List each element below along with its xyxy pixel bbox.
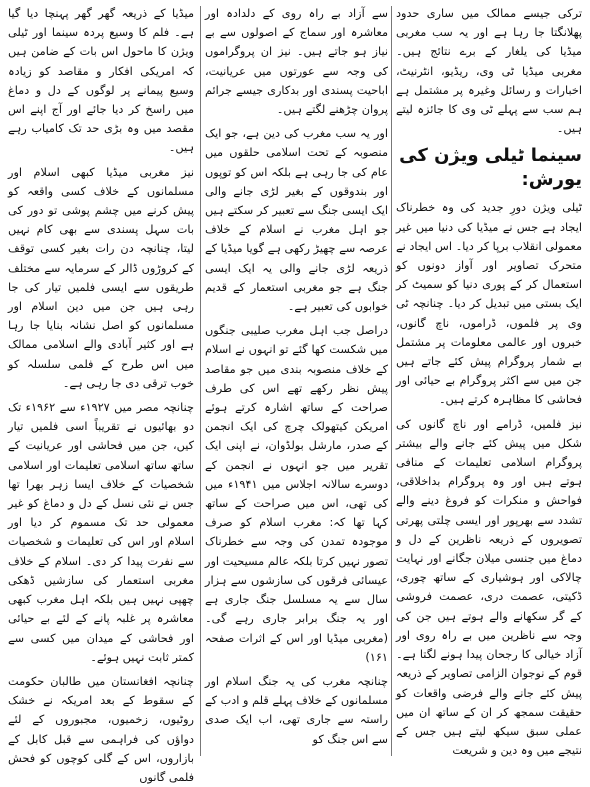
left-paragraph-1: میڈیا کے ذریعہ گھر گھر پہنچا دیا گیا ہے۔ فلم کا وسیع پردہ سینما اور ٹیلی ویژن کا ماحول اس بات کے ضامن ہیں کہ امریکی افکار و مقاصد کو زیادہ وسیع پیمانے پر لوگوں کے دل و دماغ میں راسخ کر دیا جائے اور آج اپنے اس مقصد میں وہ بڑی حد تک کامیاب رہے ہیں۔ (8, 7, 194, 155)
column-divider-left (200, 6, 201, 756)
middle-paragraph-4: چنانچہ مغرب کی یہ جنگ اسلام اور مسلمانوں کے خلاف پہلے قلم و ادب کے راستہ سے جاری تھی، اب ایک صدی سے اس جنگ کو (205, 674, 388, 746)
section-heading: سینما ٹیلی ویژن کی یورش: (399, 145, 582, 191)
right-column (396, 4, 582, 759)
left-column (8, 4, 194, 784)
right-paragraph-1: ترکی جیسے ممالک میں ساری حدود پھلانگتا جا رہا ہے اور یہ سب مغربی میڈیا کی یلغار کے برے نتائج ہیں۔ مغربی میڈیا ٹی وی، ریڈیو، انٹرنیٹ، اخبارات و رسائل وغیرہ پر مشتمل ہے ہم سب سے پہلے ٹی وی کا جائزہ لیتے ہیں۔ (396, 7, 582, 136)
middle-paragraph-2: اور یہ سب مغرب کی دین ہے، جو ایک منصوبہ کے تحت اسلامی حلقوں میں عام کی جا رہی ہے بلکہ اس کو توپوں اور بندوقوں کے بغیر لڑی جانے والی ایک ایسی جنگ سے تعبیر کر سکتے ہیں جو اہل مغرب نے اسلام کے خلاف عرصہ سے چھیڑ رکھی ہے گویا میڈیا کے ذریعہ لڑی جانے والی یہ ایک ایسی جنگ ہے جو مغربی استعمار کے قدیم خوابوں کی تعبیر ہے۔ (205, 127, 388, 314)
column-divider-right (391, 6, 392, 756)
left-paragraph-3: چنانچہ مصر میں ۱۹۲۷ء سے ۱۹۶۲ء تک دو بھائیوں نے تقریباً اسی فلمیں تیار کیں، جن میں فحاشی اور عریانیت کے ساتھ ساتھ اسلامی تعلیمات اور اسلامی شخصیات کے خلاف ایسا زہر بھرا تھا جس نے نئی نسل کے دل و دماغ کو غیر معمولی حد تک مسموم کر دیا اور اسلام اور اس کی تعلیمات و شخصیات سے نفرت پیدا کر دی۔ اسلام کے خلاف مغربی استعمار کی سازشیں ڈھکی چھپی نہیں ہیں بلکہ اہل مغرب کبھی معاشرہ پر غلبہ پانے کے لئے بے حیائی اور فحاشی کے میدان میں کسی سے کمتر ثابت نہیں ہوئے۔ (8, 401, 194, 664)
middle-paragraph-3: دراصل جب اہل مغرب صلیبی جنگوں میں شکست کھا گئے تو انہوں نے اسلام کے خلاف منصوبہ بندی میں جو مقاصد پیش نظر رکھے تھے اس کی طرف صراحت کے ساتھ اشارہ کرتے ہوئے امریکن کیتھولک چرچ کی ایک انجمن کے صدر، مارشل بولڈوان، نے اپنی ایک تقریر میں جو انہوں نے انجمن کے دوسرے سالانہ اجلاس میں ۱۹۴۱ء میں کی تھی، اس میں صراحت کے ساتھ کہا تھا کہ: مغرب اسلام کو صرف موجودہ تمدن کی وجہ سے خطرناک تصور نہیں کرتا بلکہ عالم مسیحیت اور عیسائی فرقوں کی سازشوں سے ہزار سال سے یہ مسلسل جنگ جاری ہے اور یہ جنگ برابر جاری رہے گی۔ (مغربی میڈیا اور اس کے اثرات صفحہ ۱۶۱) (205, 324, 389, 664)
right-paragraph-3: نیز فلمیں، ڈرامے اور ناچ گانوں کی شکل میں پیش کئے جانے والے بیشتر پروگرام اسلامی تعلیمات کے منافی ہوتے ہیں اور وہ پروگرام بداخلاقی، فواحش و منکرات کو فروغ دینے والے تشدد سے بھرپور اور ایسی چلتی پھرتی تصویروں کے ذریعہ ناظرین کے دل و دماغ میں جنسی میلان جگانے اور نہایت چالاکی اور ہوشیاری کے ساتھ چوری، ڈکیتی، عصمت دری، عصمت فروشی کے گر سکھانے والے ہوتے ہیں جن کی وجہ سے ناظرین میں بے راہ روی اور آزاد خیالی کا رجحان پیدا ہونے لگتا ہے۔ قوم کے نوجوان الزامی تصاویر کے ذریعہ پیش کئے جانے والے فرضی واقعات کو حقیقت سمجھ کر ان کے ساتھ ان میں عملی سبق سیکھ لیتے ہیں جس کے نتیجے میں وہ دین و شریعت (396, 417, 582, 758)
right-paragraph-2: ٹیلی ویژن دورِ جدید کی وہ خطرناک ایجاد ہے جس نے میڈیا کی دنیا میں غیر معمولی انقلاب برپا کر دیا۔ اس ایجاد نے متحرک تصاویر اور آواز دونوں کو استعمال کر کے پوری دنیا کو سمیٹ کر ایک بستی میں تبدیل کر دیا۔ چنانچہ ٹی وی پر فلموں، ڈراموں، ناچ گانوں، خبروں اور عالمی معلومات پر مشتمل بے شمار پروگرام پیش کئے جاتے ہیں جن میں سے اکثر پروگرام بے حیائی اور فحاشی کا مظاہرہ کرتے ہیں۔ (396, 201, 582, 407)
left-paragraph-2: نیز مغربی میڈیا کبھی اسلام اور مسلمانوں کے خلاف کسی واقعہ کو پیش کرنے میں چشم پوشی تو دور کی بات سہل پسندی سے بھی کام نہیں لیتا، چنانچہ دن رات بغیر کسی توقف کے کروڑوں ڈالر کے سرمایہ سے مختلف طریقوں سے ایسی فلمیں تیار کی جا رہی ہیں جن میں دین اسلام اور مسلمانوں کو اصل نشانہ بنایا جا رہا ہے اور کثیر آبادی والے اسلامی ممالک میں اس طرح کے فلمی سلسلہ کو خوب ترقی دی جا رہی ہے۔ (8, 165, 194, 390)
middle-column (205, 4, 388, 759)
middle-paragraph-1: سے آزاد بے راہ روی کے دلدادہ اور معاشرہ اور سماج کے اصولوں سے بے نیاز ہو جاتے ہیں۔ نیز ان پروگراموں کی وجہ سے عورتوں میں عریانیت، اباحیت پسندی اور بدکاری جیسے جرائم پروان چڑھنے لگتے ہیں۔ (205, 7, 388, 117)
left-paragraph-4: چنانچہ افغانستان میں طالبان حکومت کے سقوط کے بعد امریکہ نے خشک روٹیوں، زخمیوں، مجبوروں کے لئے دواؤں کی فراہمی سے قبل کابل کے بازاروں، اس کے گلی کوچوں کو فحش فلمی گانوں (8, 674, 194, 784)
